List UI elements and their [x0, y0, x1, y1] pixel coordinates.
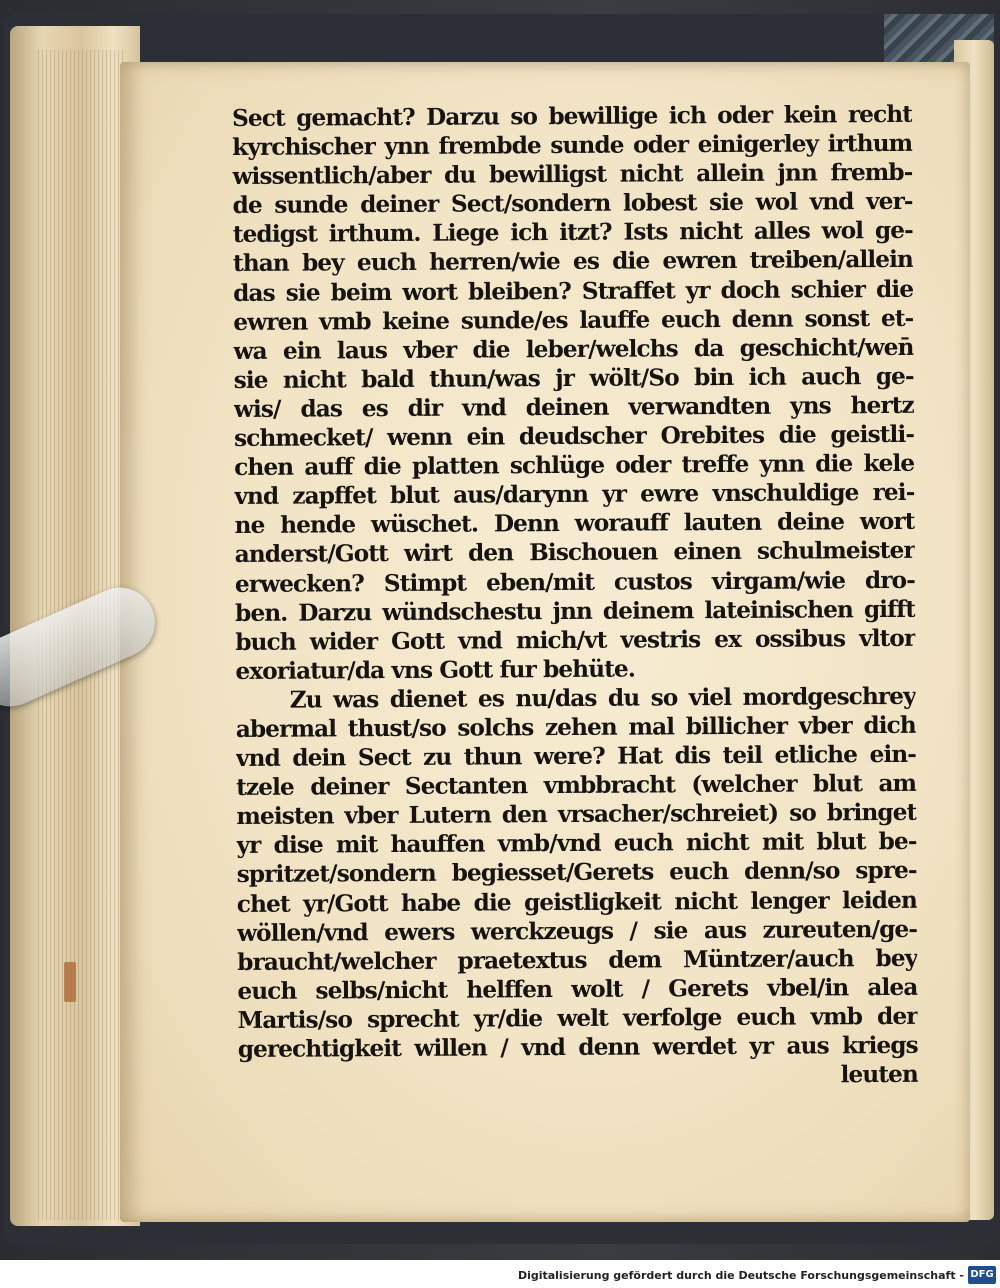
- text-line: vnd dein Sect zu thun were? Hat dis teil etliche ein-: [235, 740, 917, 773]
- catchword: leuten: [840, 1060, 919, 1089]
- text-line: erwecken? Stimpt eben/mit custos virgam/wie dro-: [234, 566, 916, 598]
- text-line: braucht/welcher praetextus dem Müntzer/auch bey: [237, 944, 918, 976]
- text-line: ewren vmb keine sunde/es lauffe euch denn sonst et-: [233, 304, 914, 336]
- text-line: ben. Darzu wündschestu jnn deinem lateinischen gifft: [235, 595, 916, 627]
- text-line: buch wider Gott vnd mich/vt vestris ex ossibus vltor: [235, 624, 916, 656]
- text-line: kyrchischer ynn frembde sunde oder einigerley irthum: [232, 129, 913, 162]
- text-line: Sect gemacht? Darzu so bewillige ich oder kein recht: [232, 100, 913, 132]
- paragraph-start-line: Zu was dienet es nu/das du so viel mordgeschrey: [289, 682, 916, 714]
- text-line: euch selbs/nicht helffen wolt / Gerets vbel/in alea: [237, 973, 918, 1005]
- text-line: gerechtigkeit willen / vnd denn werdet yr aus kriegs: [237, 1031, 918, 1063]
- text-line: meisten vber Lutern den vrsacher/schreiet) so bringet: [236, 799, 917, 831]
- text-line: exoriatur/da vns Gott fur behüte.: [235, 655, 636, 685]
- text-line: Martis/so sprecht yr/die welt verfolge euch vmb der: [237, 1002, 918, 1034]
- text-line: ne hende wüschet. Denn worauff lauten deine wort: [234, 508, 915, 540]
- text-line: tzele deiner Sectanten vmbbracht (welcher blut am: [236, 769, 917, 802]
- text-line: spritzet/sondern begiesset/Gerets euch denn/so spre-: [236, 857, 917, 889]
- funding-credit: Digitalisierung gefördert durch die Deutsche Forschungsgemeinschaft -: [517, 1269, 964, 1282]
- text-line: wissentlich/aber du bewilligst nicht allein jnn fremb-: [232, 159, 913, 191]
- text-line: schmecket/ wenn ein deudscher Orebites die geistli-: [233, 420, 915, 453]
- text-line: vnd zapffet blut aus/darynn yr ewre vnschuldige rei-: [234, 479, 915, 511]
- text-line: wöllen/vnd ewers werckzeugs / sie aus zureuten/ge-: [236, 915, 918, 947]
- text-line: tedigst irthum. Liege ich itzt? Ists nicht alles wol ge-: [232, 217, 913, 249]
- text-line: wa ein laus vber die leber/welchs da geschicht/wen̄: [233, 333, 914, 365]
- page-tab-marker: [64, 962, 76, 1002]
- text-line: sie nicht bald thun/was jr wölt/So bin ich auch ge-: [233, 362, 914, 394]
- footer-bar: [0, 1260, 1000, 1288]
- page-text: [232, 100, 918, 1093]
- text-line: chet yr/Gott habe die geistligkeit nicht lenger leiden: [236, 886, 917, 918]
- text-line: das sie beim wort bleiben? Straffet yr doch schier die: [233, 275, 914, 307]
- text-line: wis/ das es dir vnd deinen verwandten yns hertz: [233, 391, 914, 423]
- text-line: yr dise mit hauffen vmb/vnd euch nicht mit blut be-: [236, 828, 917, 860]
- text-line: chen auff die platten schlüge oder treffe ynn die kele: [234, 449, 915, 482]
- text-line: anderst/Gott wirt den Bischouen einen schulmeister: [234, 537, 915, 569]
- text-line: abermal thust/so solchs zehen mal billicher vber dich: [235, 711, 916, 743]
- text-line: de sunde deiner Sect/sondern lobest sie wol vnd ver-: [232, 188, 913, 220]
- dfg-logo: DFG: [968, 1266, 996, 1284]
- text-line: than bey euch herren/wie es die ewren treiben/allein: [232, 246, 914, 278]
